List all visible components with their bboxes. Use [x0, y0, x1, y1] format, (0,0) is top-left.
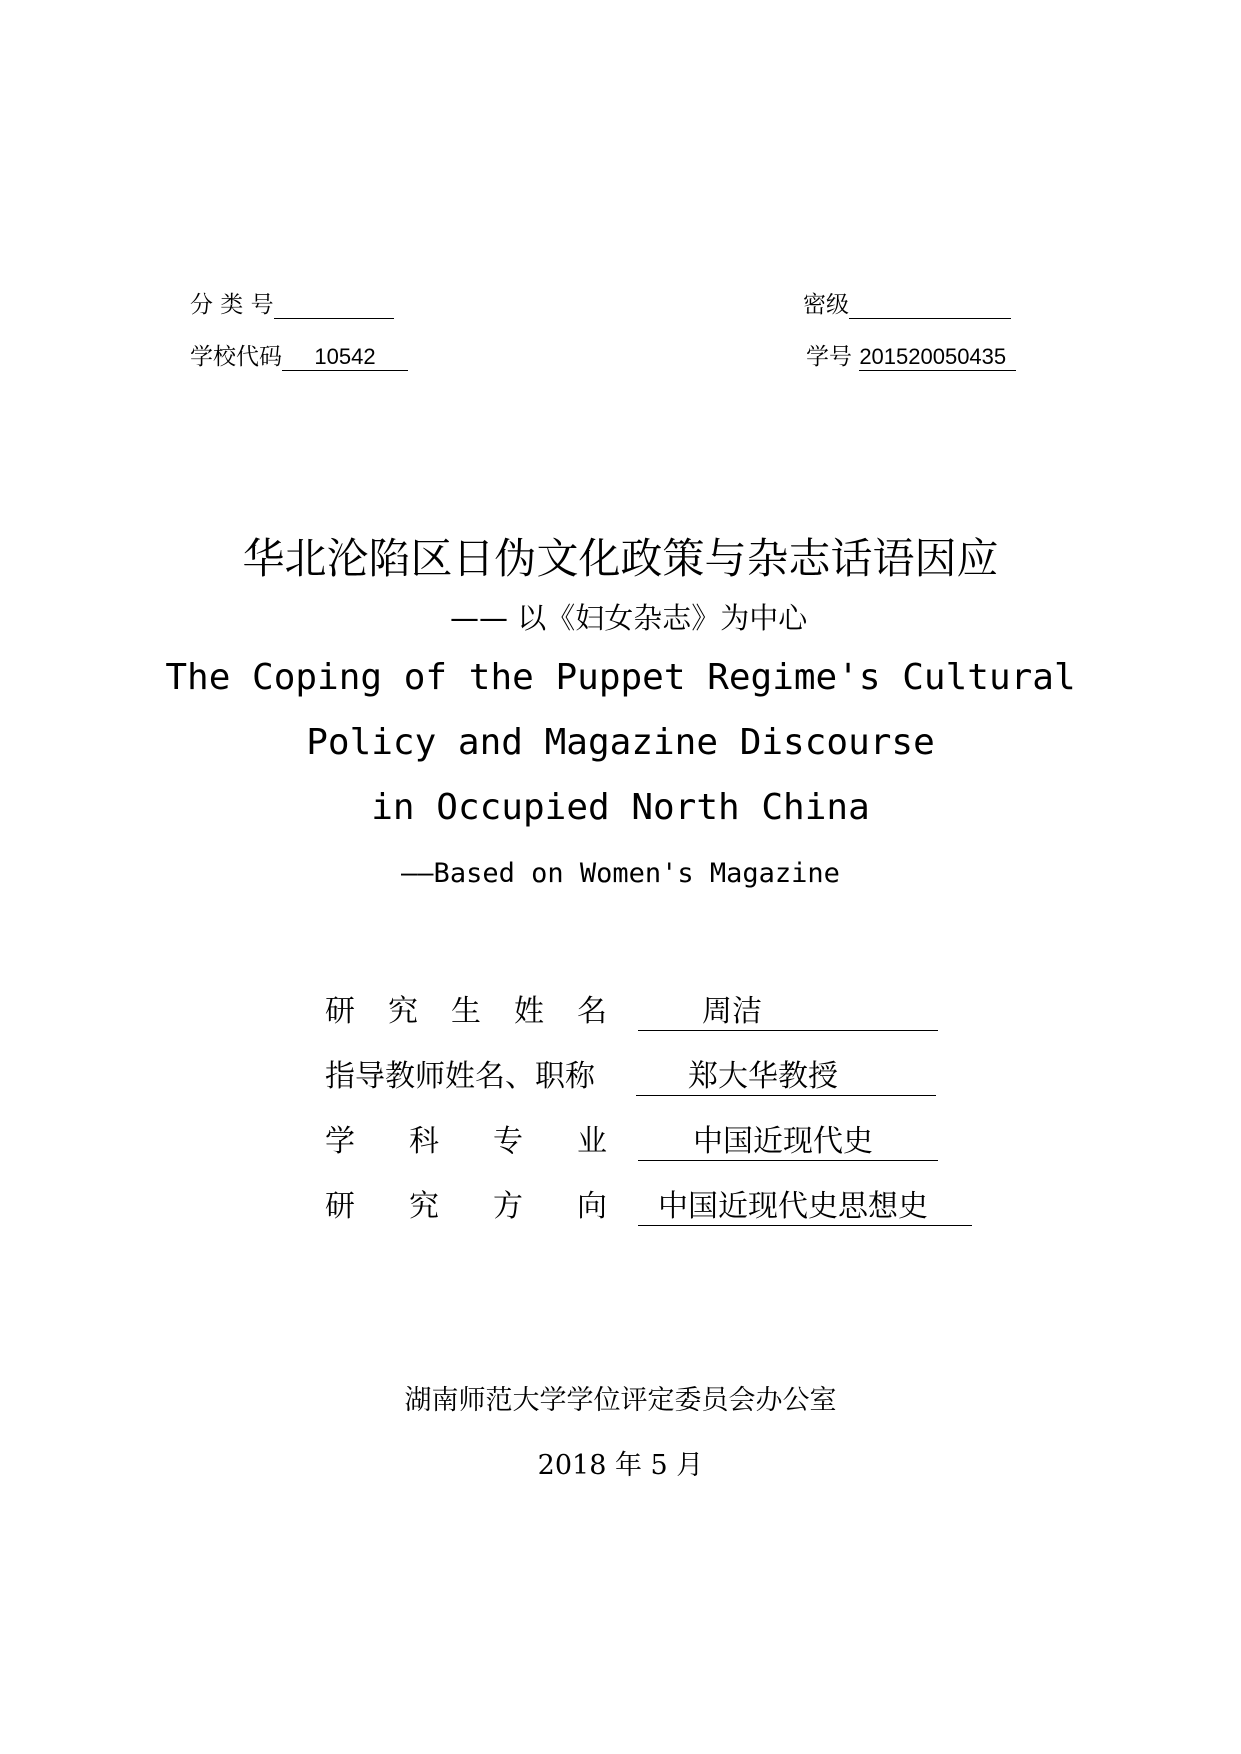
student-name-value: 周洁	[638, 986, 938, 1031]
major-value: 中国近现代史	[638, 1116, 938, 1161]
direction-label: 研 究 方 向	[325, 1189, 607, 1224]
secret-level-value	[849, 292, 1011, 319]
school-code-label: 学校代码	[190, 344, 282, 370]
student-id-field	[806, 338, 1016, 371]
issue-date: 2018 年 5 月	[537, 1450, 704, 1481]
thesis-title-en-line3: in Occupied North China	[371, 787, 870, 828]
advisor-value: 郑大华教授	[636, 1051, 936, 1096]
class-number-value	[274, 292, 394, 319]
secret-level-field	[803, 286, 1011, 319]
thesis-title-en-line1: The Coping of the Puppet Regime's Cultural	[165, 657, 1076, 698]
direction-value: 中国近现代史思想史	[638, 1181, 972, 1226]
thesis-subtitle-en: ——Based on Women's Magazine	[401, 858, 840, 889]
thesis-title-cn: 华北沦陷区日伪文化政策与杂志话语因应	[242, 534, 999, 583]
major-label: 学 科 专 业	[325, 1124, 607, 1159]
school-code-value: 10542	[282, 344, 408, 371]
student-name-label: 研 究 生 姓 名	[325, 994, 607, 1029]
class-number-label: 分 类 号	[190, 292, 274, 318]
student-id-label: 学号	[806, 344, 852, 370]
issuing-office: 湖南师范大学学位评定委员会办公室	[404, 1385, 837, 1416]
thesis-subtitle-cn: —— 以《妇女杂志》为中心	[450, 601, 808, 635]
thesis-title-en-line2: Policy and Magazine Discourse	[306, 722, 935, 763]
secret-level-label: 密级	[803, 292, 849, 318]
advisor-label: 指导教师姓名、职称	[325, 1059, 595, 1094]
student-id-value: 201520050435	[859, 344, 1016, 371]
school-code-field	[190, 338, 408, 371]
class-number-field	[190, 286, 394, 319]
